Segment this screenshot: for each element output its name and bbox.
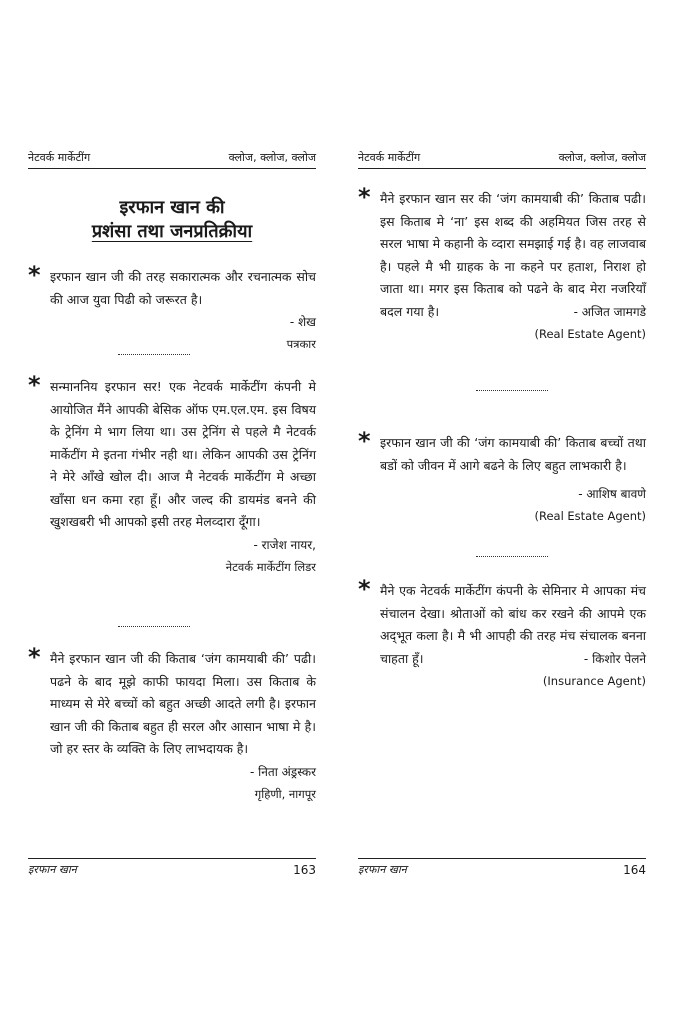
testimonial-text: मैने इरफान खान सर की ‘जंग कामयाबी की’ किताब पढी। इस किताब मे ‘ना’ इस शब्द की अहमियत जिस तरह से सरल भाषा मे कहानी के व्दारा समझाई गई है। वह लाजवाब है। पहले मै भी ग्राहक के ना कहने पर हताश, निराश हो जाता था। मगर इस किताब को पढने के बाद मेरा नजरियाँ बदल गया है। bbox=[380, 191, 646, 319]
dotted-separator bbox=[118, 626, 190, 627]
testimonial-entry bbox=[358, 427, 646, 527]
testimonial-entry bbox=[358, 575, 646, 692]
star-bullet-icon: * bbox=[358, 183, 371, 211]
running-header bbox=[358, 148, 646, 169]
testimonial-author-role: (Real Estate Agent) bbox=[534, 509, 646, 523]
dotted-separator bbox=[476, 556, 548, 557]
section-title-line-1: इरफान खान की bbox=[119, 197, 225, 218]
testimonial-author: - निता अंड्रस्कर bbox=[249, 764, 316, 779]
page-number: 163 bbox=[293, 863, 316, 877]
dotted-separator bbox=[118, 354, 190, 355]
header-book-title: नेटवर्क मार्केटींग bbox=[28, 151, 91, 164]
testimonial-author-role: नेटवर्क मार्केटींग लिडर bbox=[225, 559, 316, 574]
testimonial-author-role: गृहिणी, नागपूर bbox=[254, 786, 316, 801]
header-chapter-title: क्लोज, क्लोज, क्लोज bbox=[558, 151, 646, 164]
testimonial-entry bbox=[28, 261, 316, 355]
running-header bbox=[28, 148, 316, 169]
testimonial-author: - अजित जामगडे bbox=[573, 305, 646, 319]
star-bullet-icon: * bbox=[28, 643, 41, 671]
testimonial-author: - शेख bbox=[289, 315, 316, 329]
testimonial-text: मैने इरफान खान जी की किताब ‘जंग कामयाबी की’ पढी। पढने के बाद मूझे काफी फायदा मिला। उस किताब के माध्यम से मेरे बच्चों को बहुत अच्छी आदते लगी है। इरफान खान जी की किताब बहुत ही सरल और आसान भाषा मे है। जो हर स्तर के व्यक्ति के लिए लाभदायक है। bbox=[50, 651, 316, 756]
testimonial-author: - किशोर पेलने bbox=[583, 652, 646, 666]
right-page bbox=[358, 148, 646, 888]
testimonial-author-role: (Real Estate Agent) bbox=[534, 327, 646, 341]
footer-author-name: इरफान खान bbox=[358, 863, 407, 876]
header-chapter-title: क्लोज, क्लोज, क्लोज bbox=[228, 151, 316, 164]
testimonial-text: इरफान खान जी की ‘जंग कामयाबी की’ किताब बच्चों तथा बडों को जीवन में आगे बढने के लिए बहुत लाभकारी है। bbox=[380, 435, 646, 473]
testimonial-entry bbox=[358, 183, 646, 345]
testimonial-author: - आशिष बावणे bbox=[578, 487, 646, 501]
star-bullet-icon: * bbox=[28, 261, 41, 289]
section-title bbox=[28, 196, 316, 244]
testimonial-author: - राजेश नायर, bbox=[253, 537, 316, 552]
running-footer bbox=[358, 858, 646, 881]
star-bullet-icon: * bbox=[28, 371, 41, 399]
testimonial-entry bbox=[28, 643, 316, 805]
testimonial-text: मैने एक नेटवर्क मार्केटींग कंपनी के सेमिनार मे आपका मंच संचालन देखा। श्रोताओं को बांध कर रखने की आपमे एक अद्‌भूत कला है। मै भी आपही की तरह मंच संचालक बनना चाहता हूँ। bbox=[380, 583, 646, 666]
testimonial-author-role: पत्रकार bbox=[286, 337, 316, 351]
star-bullet-icon: * bbox=[358, 575, 371, 603]
testimonial-author-role: (Insurance Agent) bbox=[542, 674, 646, 688]
header-book-title: नेटवर्क मार्केटींग bbox=[358, 151, 421, 164]
testimonial-entry bbox=[28, 371, 316, 578]
dotted-separator bbox=[476, 390, 548, 391]
page-number: 164 bbox=[623, 863, 646, 877]
footer-author-name: इरफान खान bbox=[28, 863, 77, 876]
star-bullet-icon: * bbox=[358, 427, 371, 455]
left-page bbox=[28, 148, 316, 888]
testimonial-text: इरफान खान जी की तरह सकारात्मक और रचनात्मक सोच की आज युवा पिढी को जरूरत है। bbox=[50, 269, 316, 307]
testimonial-text: सन्माननिय इरफान सर! एक नेटवर्क मार्केटींग कंपनी मे आयोजित मैंने आपकी बेसिक ऑफ एम.एल.एम. इस विषय के ट्रेनिंग मे भाग लिया था। उस ट्रेनिंग से पहले मै नेटवर्क मार्केटींग मे इतना गंभीर नही था। लेकिन आपकी उस ट्रेनिंग ने मेरे आँखे खोल दी। आज मै नेटवर्क मार्केटींग मे अच्छा खाँसा धन कमा रहा हूँ। और जल्द की डायमंड बनने की खुशखबरी भी आपको इसी तरह मेलव्दारा दूँगा। bbox=[50, 379, 316, 529]
running-footer bbox=[28, 858, 316, 881]
section-title-line-2: प्रशंसा तथा जनप्रतिक्रीया bbox=[91, 221, 253, 242]
